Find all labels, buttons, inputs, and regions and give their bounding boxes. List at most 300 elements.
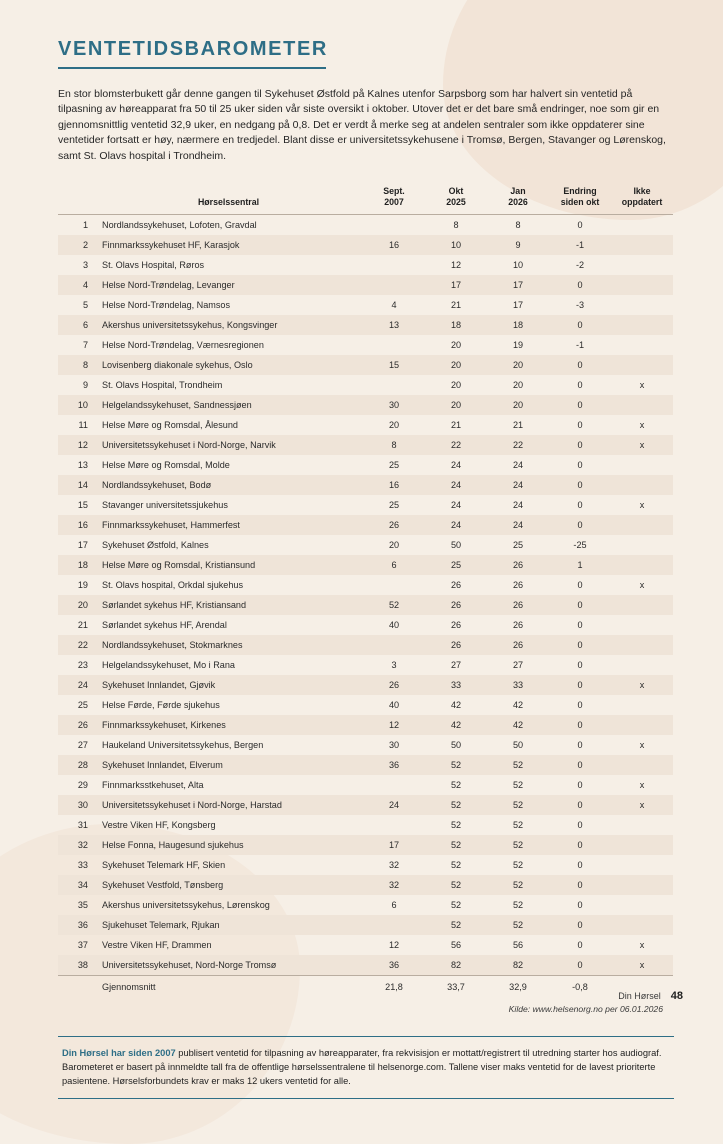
cell-ikke-oppdatert (611, 595, 673, 615)
table-row (58, 555, 673, 575)
cell-name: Lovisenberg diakonale sykehus, Oslo (94, 355, 363, 375)
cell-ikke-oppdatert: x (611, 675, 673, 695)
cell-ikke-oppdatert (611, 395, 673, 415)
cell-sept2007: 8 (363, 435, 425, 455)
cell-endring: -2 (575, 260, 585, 271)
cell-okt2025: 33 (425, 675, 487, 695)
cell-sept2007 (363, 915, 425, 935)
cell-ikke-oppdatert (611, 915, 673, 935)
cell-name: Nordlandssykehuset, Lofoten, Gravdal (102, 220, 257, 231)
cell-sept2007: 20 (388, 540, 400, 551)
table-row (58, 255, 673, 275)
cell-okt2025: 26 (425, 635, 487, 655)
cell-ikke-oppdatert: x (639, 420, 645, 431)
cell-number: 28 (58, 755, 94, 775)
table-row (58, 295, 673, 315)
cell-sept2007: 30 (363, 395, 425, 415)
cell-sept2007: 32 (363, 875, 425, 895)
cell-okt2025: 21 (450, 300, 462, 311)
cell-endring: 0 (549, 435, 611, 455)
cell-jan2026: 21 (512, 420, 524, 431)
cell-number: 8 (58, 355, 94, 375)
cell-endring: 0 (577, 780, 583, 791)
cell-ikke-oppdatert (611, 315, 673, 335)
cell-endring: -0,8 (549, 976, 611, 998)
cell-ikke-oppdatert: x (639, 780, 645, 791)
cell-jan2026: 26 (487, 555, 549, 575)
column-header-jan2026 (487, 182, 549, 215)
cell-ikke-oppdatert (611, 555, 673, 575)
cell-name: Finnmarkssykehuset, Kirkenes (94, 715, 363, 735)
cell-number: 24 (58, 675, 94, 695)
cell-okt2025: 52 (450, 900, 462, 911)
cell-name: St. Olavs Hospital, Trondheim (102, 380, 223, 391)
cell-sept2007: 16 (363, 235, 425, 255)
cell-okt2025: 52 (425, 835, 487, 855)
cell-ikke-oppdatert: x (611, 795, 673, 815)
cell-sept2007: 40 (388, 700, 400, 711)
cell-okt2025: 52 (425, 875, 487, 895)
cell-sept2007: 17 (363, 835, 425, 855)
cell-okt2025: 42 (425, 715, 487, 735)
table-row (58, 415, 673, 435)
cell-ikke-oppdatert (611, 355, 673, 375)
table-row (58, 495, 673, 515)
table-row (58, 615, 673, 635)
cell-endring: 0 (577, 460, 583, 471)
table-row (58, 755, 673, 775)
cell-number: 15 (77, 500, 88, 511)
cell-endring: -3 (575, 300, 585, 311)
cell-name: Vestre Viken HF, Kongsberg (102, 820, 216, 831)
cell-ikke-oppdatert: x (611, 955, 673, 976)
cell-endring: 0 (549, 915, 611, 935)
table-row (58, 235, 673, 255)
table-row (58, 915, 673, 935)
table-row (58, 635, 673, 655)
cell-name: Sjukehuset Telemark, Rjukan (94, 915, 363, 935)
column-header-sept2007 (363, 182, 425, 215)
cell-number: 30 (58, 795, 94, 815)
table-row (58, 455, 673, 475)
column-header-jan2026-line2: 2026 (508, 197, 528, 208)
cell-ikke-oppdatert (611, 615, 673, 635)
cell-okt2025: 24 (425, 515, 487, 535)
cell-jan2026: 26 (487, 635, 549, 655)
cell-number: 10 (58, 395, 94, 415)
cell-name: Finnmarkssykehuset HF, Karasjok (94, 235, 363, 255)
cell-endring: 0 (549, 955, 611, 976)
cell-ikke-oppdatert (611, 855, 673, 875)
cell-name: Finnmarksstkehuset, Alta (102, 780, 204, 791)
cell-number: 31 (77, 820, 88, 831)
footnote-lead: Din Hørsel har siden 2007 (62, 1048, 176, 1059)
cell-jan2026: 52 (487, 915, 549, 935)
table-row (58, 335, 673, 355)
cell-endring: 0 (577, 620, 583, 631)
column-header-ikke-line2: oppdatert (621, 197, 663, 208)
cell-name: Sykehuset Innlandet, Gjøvik (94, 675, 363, 695)
cell-ikke-oppdatert (611, 715, 673, 735)
table-row (58, 735, 673, 755)
cell-sept2007: 15 (363, 355, 425, 375)
cell-jan2026: 52 (487, 835, 549, 855)
table-row (58, 875, 673, 895)
cell-sept2007: 4 (391, 300, 397, 311)
table-row (58, 815, 673, 835)
table-row (58, 855, 673, 875)
cell-okt2025: 20 (425, 395, 487, 415)
cell-endring: 0 (577, 220, 583, 231)
cell-jan2026: 26 (487, 595, 549, 615)
cell-jan2026: 24 (487, 515, 549, 535)
cell-jan2026: 9 (487, 235, 549, 255)
column-header-sept2007-line2: 2007 (384, 197, 404, 208)
cell-number: 9 (82, 380, 88, 391)
cell-ikke-oppdatert (611, 515, 673, 535)
cell-number: 11 (78, 420, 88, 431)
cell-number: 32 (58, 835, 94, 855)
cell-okt2025: 42 (450, 700, 462, 711)
cell-ikke-oppdatert: x (611, 435, 673, 455)
cell-jan2026: 52 (512, 820, 524, 831)
table-row (58, 595, 673, 615)
cell-okt2025: 26 (450, 580, 462, 591)
cell-ikke-oppdatert: x (639, 940, 645, 951)
cell-name: Helgelandssykehuset, Sandnessjøen (94, 395, 363, 415)
cell-number: 21 (77, 620, 88, 631)
table-header (58, 182, 673, 215)
table-row (58, 575, 673, 595)
cell-ikke-oppdatert: x (639, 380, 645, 391)
table-row (58, 655, 673, 675)
column-header-ikke-line1: Ikke (633, 186, 651, 197)
cell-ikke-oppdatert: x (639, 740, 645, 751)
column-header-okt2025-line1: Okt (448, 186, 464, 197)
cell-okt2025: 52 (450, 820, 462, 831)
cell-number: 6 (58, 315, 94, 335)
column-header-jan2026-line1: Jan (510, 186, 526, 197)
cell-number: 3 (82, 260, 88, 271)
cell-sept2007: 26 (363, 515, 425, 535)
cell-endring: 0 (549, 275, 611, 295)
page-title: VENTETIDSBAROMETER (58, 38, 328, 60)
cell-endring: 0 (549, 395, 611, 415)
cell-endring: 0 (577, 660, 583, 671)
cell-jan2026: 50 (512, 740, 524, 751)
cell-jan2026: 52 (487, 755, 549, 775)
cell-name: Sykehuset Telemark HF, Skien (102, 860, 226, 871)
cell-okt2025: 24 (450, 500, 462, 511)
cell-name: Nordlandssykehuset, Stokmarknes (94, 635, 363, 655)
footer-publication: Din Hørsel (618, 991, 661, 1001)
cell-endring: 0 (577, 580, 583, 591)
cell-ikke-oppdatert (611, 295, 673, 315)
cell-jan2026: 33 (487, 675, 549, 695)
cell-okt2025: 24 (450, 460, 462, 471)
cell-ikke-oppdatert (611, 255, 673, 275)
table-row (58, 315, 673, 335)
cell-ikke-oppdatert (611, 815, 673, 835)
cell-number: 22 (58, 635, 94, 655)
cell-ikke-oppdatert (611, 655, 673, 675)
intro-paragraph: En stor blomsterbukett går denne gangen til Sykehuset Østfold på Kalnes utenfor Sarpsborg som har halvert sin ventetid på tilpasning av høreapparat fra 50 til 25 uker siden vår siste oversikt i oktober. Utover det er det bare små endringer, noe som gir en gjennomsnittlig ventetid 32,9 uker, en nedgang på 0,8. Det er verdt å merke seg at andelen sentraler som ikke oppdaterer sine ventetider fortsatt er høy, nærmere en tredjedel. Blant disse er universitetssykehusene i Tromsø, Bergen, Stavanger og Lørenskog, samt St. Olavs hospital i Trondheim. (58, 88, 666, 162)
cell-okt2025: 26 (425, 595, 487, 615)
cell-ikke-oppdatert (611, 835, 673, 855)
cell-endring: 0 (577, 900, 583, 911)
table-row (58, 895, 673, 915)
cell-sept2007 (363, 815, 425, 835)
cell-jan2026: 52 (512, 900, 524, 911)
cell-sept2007: 16 (363, 475, 425, 495)
table-row (58, 375, 673, 395)
cell-okt2025: 52 (425, 755, 487, 775)
cell-okt2025: 17 (425, 275, 487, 295)
cell-sept2007: 21,8 (363, 976, 425, 998)
cell-endring: 0 (577, 860, 583, 871)
cell-name: Vestre Viken HF, Drammen (102, 940, 212, 951)
table-row (58, 675, 673, 695)
cell-ikke-oppdatert (611, 235, 673, 255)
footer-page-number: 48 (670, 990, 683, 1002)
cell-jan2026: 17 (487, 275, 549, 295)
cell-okt2025: 8 (453, 220, 459, 231)
table-row (58, 475, 673, 495)
cell-sept2007 (363, 275, 425, 295)
table-header-row (58, 182, 673, 215)
footnote-text: publisert ventetid for tilpasning av høreapparater, fra rekvisisjon er mottatt/registrert til utredning starter hos audiograf. Barometeret er basert på innmeldte tall fra de offentlige hørselssentralene til helsenorge.com. Tallene viser maks ventetid for de lavest prioriterte pasientene. Hørselsforbundets krav er maks 12 ukers ventetid for alle. (62, 1048, 662, 1087)
cell-ikke-oppdatert: x (639, 500, 645, 511)
cell-jan2026: 17 (512, 300, 524, 311)
cell-sept2007: 26 (363, 675, 425, 695)
cell-endring: 0 (577, 700, 583, 711)
cell-number: 25 (77, 700, 88, 711)
cell-ikke-oppdatert (611, 455, 673, 475)
cell-ikke-oppdatert (611, 695, 673, 715)
column-header-endring-line1: Endring (563, 186, 597, 197)
cell-sept2007: 12 (363, 715, 425, 735)
cell-okt2025: 52 (425, 795, 487, 815)
cell-name: Akershus universitetssykehus, Kongsvinger (94, 315, 363, 335)
cell-okt2025: 20 (425, 355, 487, 375)
cell-ikke-oppdatert (611, 535, 673, 555)
cell-okt2025: 82 (425, 955, 487, 976)
table-row (58, 395, 673, 415)
cell-number: 19 (77, 580, 88, 591)
cell-number: 34 (58, 875, 94, 895)
cell-okt2025: 22 (425, 435, 487, 455)
table-row (58, 795, 673, 815)
cell-jan2026: 26 (512, 620, 524, 631)
cell-name: Nordlandssykehuset, Bodø (94, 475, 363, 495)
cell-endring: 1 (549, 555, 611, 575)
cell-sept2007: 36 (363, 755, 425, 775)
cell-number: 23 (77, 660, 88, 671)
ventetid-table (58, 182, 673, 997)
table-row-average (58, 976, 673, 998)
cell-name: Haukeland Universitetssykehus, Bergen (102, 740, 264, 751)
table-row (58, 275, 673, 295)
cell-endring: 0 (577, 940, 583, 951)
cell-number: 29 (77, 780, 88, 791)
table-row (58, 515, 673, 535)
cell-okt2025: 10 (425, 235, 487, 255)
cell-jan2026: 56 (512, 940, 524, 951)
cell-sept2007 (363, 575, 425, 595)
cell-number: 14 (58, 475, 94, 495)
cell-name: Universitetssykehuset, Nord-Norge Tromsø (94, 955, 363, 976)
cell-number: 20 (58, 595, 94, 615)
cell-endring: 0 (549, 355, 611, 375)
cell-endring: -25 (573, 540, 587, 551)
cell-endring: -1 (549, 235, 611, 255)
cell-number: 33 (77, 860, 88, 871)
cell-ikke-oppdatert (611, 875, 673, 895)
cell-jan2026: 18 (487, 315, 549, 335)
cell-endring: 0 (549, 835, 611, 855)
cell-jan2026: 42 (512, 700, 524, 711)
cell-ikke-oppdatert (611, 635, 673, 655)
cell-okt2025: 24 (425, 475, 487, 495)
cell-sept2007: 6 (363, 555, 425, 575)
column-header-name: Hørselssentral (94, 182, 363, 215)
cell-name: Gjennomsnitt (94, 976, 363, 998)
cell-jan2026: 8 (515, 220, 521, 231)
cell-name: Helse Nord-Trøndelag, Levanger (94, 275, 363, 295)
cell-name: Helse Møre og Romsdal, Kristiansund (94, 555, 363, 575)
cell-sept2007: 6 (391, 900, 397, 911)
cell-jan2026: 52 (512, 860, 524, 871)
cell-name: Finnmarkssykehuset, Hammerfest (94, 515, 363, 535)
cell-endring: 0 (549, 315, 611, 335)
cell-name: Helse Førde, Førde sjukehus (102, 700, 220, 711)
cell-jan2026: 82 (487, 955, 549, 976)
cell-name: Universitetssykehuset i Nord-Norge, Narvik (94, 435, 363, 455)
cell-sept2007: 52 (363, 595, 425, 615)
cell-name: Helse Møre og Romsdal, Ålesund (102, 420, 238, 431)
cell-ikke-oppdatert (611, 475, 673, 495)
cell-jan2026: 20 (512, 380, 524, 391)
cell-endring: 0 (549, 715, 611, 735)
cell-okt2025: 20 (450, 340, 462, 351)
cell-sept2007 (363, 215, 425, 236)
cell-sept2007 (363, 375, 425, 395)
cell-number: 18 (58, 555, 94, 575)
cell-endring: 0 (577, 380, 583, 391)
cell-jan2026: 52 (487, 795, 549, 815)
column-header-ikke-oppdatert (611, 182, 673, 215)
cell-ikke-oppdatert (611, 895, 673, 915)
table-row (58, 215, 673, 236)
cell-jan2026: 10 (512, 260, 524, 271)
cell-endring: 0 (549, 475, 611, 495)
cell-name: Sykehuset Vestfold, Tønsberg (94, 875, 363, 895)
cell-name: Helgelandssykehuset, Mo i Rana (102, 660, 235, 671)
cell-number: 17 (77, 540, 88, 551)
cell-ikke-oppdatert (611, 335, 673, 355)
cell-number (58, 976, 94, 998)
cell-sept2007: 32 (388, 860, 400, 871)
table-row (58, 775, 673, 795)
cell-endring: 0 (577, 820, 583, 831)
column-header-sept2007-line1: Sept. (383, 186, 405, 197)
cell-name: Helse Nord-Trøndelag, Namsos (102, 300, 231, 311)
cell-sept2007: 3 (391, 660, 397, 671)
cell-number: 7 (82, 340, 88, 351)
cell-endring: 0 (577, 500, 583, 511)
cell-endring: 0 (549, 515, 611, 535)
cell-name: Sykehuset Østfold, Kalnes (102, 540, 209, 551)
table-row (58, 435, 673, 455)
cell-name: Helse Møre og Romsdal, Molde (102, 460, 230, 471)
cell-number: 2 (58, 235, 94, 255)
cell-number: 26 (58, 715, 94, 735)
table-row (58, 955, 673, 976)
cell-okt2025: 52 (450, 860, 462, 871)
cell-okt2025: 26 (450, 620, 462, 631)
cell-endring: 0 (549, 875, 611, 895)
cell-sept2007 (363, 255, 425, 275)
cell-number: 4 (58, 275, 94, 295)
cell-name: Sørlandet sykehus HF, Arendal (102, 620, 227, 631)
cell-jan2026: 27 (512, 660, 524, 671)
page-footer (618, 990, 683, 1002)
cell-ikke-oppdatert: x (639, 580, 645, 591)
cell-name: Sørlandet sykehus HF, Kristiansand (94, 595, 363, 615)
cell-number: 37 (77, 940, 88, 951)
title-divider (58, 67, 326, 69)
cell-number: 38 (58, 955, 94, 976)
cell-okt2025: 50 (450, 540, 462, 551)
cell-okt2025: 18 (425, 315, 487, 335)
table-row (58, 535, 673, 555)
table-source: Kilde: www.helsenorg.no per 06.01.2026 (508, 1004, 663, 1015)
cell-sept2007: 24 (363, 795, 425, 815)
cell-sept2007: 40 (388, 620, 400, 631)
column-header-okt2025-line2: 2025 (446, 197, 466, 208)
table-row (58, 695, 673, 715)
cell-sept2007: 25 (388, 460, 400, 471)
cell-jan2026: 32,9 (487, 976, 549, 998)
cell-sept2007 (363, 635, 425, 655)
cell-sept2007: 12 (388, 940, 400, 951)
cell-jan2026: 24 (487, 475, 549, 495)
column-header-number (58, 182, 94, 215)
cell-number: 27 (77, 740, 88, 751)
footnote-box (58, 1036, 674, 1099)
cell-endring: 0 (577, 420, 583, 431)
table-body (58, 215, 673, 998)
cell-ikke-oppdatert (611, 275, 673, 295)
cell-okt2025: 33,7 (425, 976, 487, 998)
cell-number: 13 (77, 460, 88, 471)
cell-okt2025: 12 (450, 260, 462, 271)
cell-jan2026: 24 (512, 500, 524, 511)
cell-number: 5 (82, 300, 88, 311)
cell-jan2026: 52 (512, 780, 524, 791)
cell-okt2025: 27 (450, 660, 462, 671)
cell-sept2007: 36 (363, 955, 425, 976)
column-header-endring-line2: siden okt (560, 197, 600, 208)
cell-jan2026: 42 (487, 715, 549, 735)
cell-endring: 0 (549, 675, 611, 695)
cell-name: Helse Nord-Trøndelag, Værnesregionen (102, 340, 264, 351)
cell-endring: 0 (549, 795, 611, 815)
cell-jan2026: 52 (487, 875, 549, 895)
cell-jan2026: 25 (512, 540, 524, 551)
cell-name: Akershus universitetssykehus, Lørenskog (102, 900, 270, 911)
cell-jan2026: 24 (512, 460, 524, 471)
